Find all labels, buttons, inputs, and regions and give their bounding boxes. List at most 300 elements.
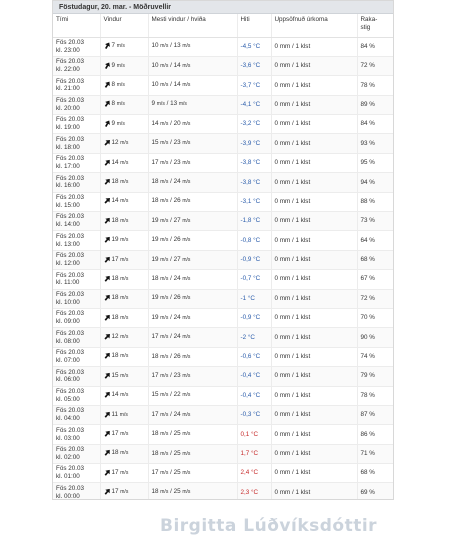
gust-value: 13 [170, 100, 178, 108]
time-cell [53, 347, 100, 366]
wind-arrow-icon [104, 178, 112, 185]
wind-arrow-icon [104, 139, 112, 146]
humidity-cell: 93 % [357, 134, 393, 153]
humidity-cell: 78 % [357, 386, 393, 405]
date-text: Fös 20.03 [56, 155, 85, 163]
wind-cell [100, 483, 148, 500]
table-row [53, 289, 393, 308]
gust-value: 26 [173, 294, 181, 302]
table-row [53, 328, 393, 347]
wind-speed: 18 [111, 449, 119, 457]
precip-cell: 0 mm / 1 klst [271, 425, 357, 444]
wind-speed: 12 [111, 139, 119, 147]
table-row [53, 95, 393, 114]
gust-unit: m/s [182, 431, 191, 438]
wind-speed: 14 [111, 158, 119, 166]
time-cell [53, 56, 100, 75]
wind-unit: m/s [120, 489, 129, 496]
time-cell [53, 405, 100, 424]
mean-wind: 17 [151, 333, 159, 341]
time-cell [53, 37, 100, 56]
gust-unit: m/s [182, 82, 191, 89]
humidity-cell: 84 % [357, 37, 393, 56]
table-row [53, 386, 393, 405]
table-row [53, 367, 393, 386]
humidity-header-line2: stig [360, 23, 371, 31]
wind-unit: m/s [116, 62, 125, 69]
temperature-cell: -0,4 °C [237, 386, 271, 405]
wind-arrow-icon [104, 294, 112, 301]
temperature-cell: -0,7 °C [237, 270, 271, 289]
precip-cell: 0 mm / 1 klst [271, 153, 357, 172]
time-cell [53, 483, 100, 500]
temperature-cell: -3,6 °C [237, 56, 271, 75]
gust-value: 24 [173, 410, 181, 418]
precip-cell: 0 mm / 1 klst [271, 250, 357, 269]
wind-cell [100, 192, 148, 211]
wind-cell [100, 444, 148, 463]
gust-separator: / [170, 236, 172, 244]
humidity-cell: 71 % [357, 444, 393, 463]
wind-speed: 11 [111, 410, 119, 418]
precip-cell: 0 mm / 1 klst [271, 95, 357, 114]
humidity-cell: 84 % [357, 115, 393, 134]
gust-unit: m/s [182, 256, 191, 263]
humidity-cell: 88 % [357, 192, 393, 211]
mean-wind: 17 [151, 468, 159, 476]
wind-unit: m/s [120, 276, 129, 283]
temperature-cell: -3,8 °C [237, 173, 271, 192]
gust-unit: m/s [182, 353, 191, 360]
precip-cell: 0 mm / 1 klst [271, 405, 357, 424]
gust-unit: m/s [182, 372, 191, 379]
panel-title: Föstudagur, 20. mar. - Möðruvellir [53, 1, 393, 14]
humidity-cell: 68 % [357, 250, 393, 269]
time-cell [53, 95, 100, 114]
mean-wind-unit: m/s [156, 101, 165, 108]
table-row [53, 212, 393, 231]
gust-unit: m/s [182, 237, 191, 244]
wind-arrow-icon [104, 159, 112, 166]
wind-speed: 7 [111, 42, 116, 50]
time-cell [53, 173, 100, 192]
temperature-cell: -4,1 °C [237, 95, 271, 114]
date-text: Fös 20.03 [56, 368, 85, 376]
mean-wind-unit: m/s [160, 489, 169, 496]
gust-separator: / [170, 139, 172, 147]
temperature-cell: 0,1 °C [237, 425, 271, 444]
humidity-cell: 73 % [357, 212, 393, 231]
humidity-cell: 64 % [357, 231, 393, 250]
hour-text: kl. 10:00 [56, 298, 80, 306]
gust-cell [148, 308, 237, 327]
gust-unit: m/s [182, 217, 191, 224]
wind-cell [100, 270, 148, 289]
gust-value: 27 [173, 255, 181, 263]
wind-unit: m/s [120, 237, 129, 244]
temperature-cell: -1,8 °C [237, 212, 271, 231]
gust-value: 13 [173, 42, 181, 50]
temperature-cell: -3,9 °C [237, 134, 271, 153]
mean-wind-unit: m/s [160, 450, 169, 457]
temperature-cell: 1,7 °C [237, 444, 271, 463]
wind-cell [100, 250, 148, 269]
date-text: Fös 20.03 [56, 38, 85, 46]
gust-cell [148, 37, 237, 56]
wind-cell [100, 347, 148, 366]
table-row [53, 308, 393, 327]
gust-cell [148, 405, 237, 424]
time-cell [53, 212, 100, 231]
gust-cell [148, 76, 237, 95]
wind-unit: m/s [120, 469, 129, 476]
wind-cell [100, 464, 148, 483]
hour-text: kl. 15:00 [56, 201, 80, 209]
precip-cell: 0 mm / 1 klst [271, 308, 357, 327]
date-text: Fös 20.03 [56, 465, 85, 473]
column-header-precip[interactable]: Uppsöfnuð úrkoma [271, 14, 357, 37]
mean-wind: 15 [151, 391, 159, 399]
gust-value: 14 [173, 61, 181, 69]
wind-arrow-icon [104, 488, 112, 495]
date-text: Fös 20.03 [56, 329, 85, 337]
hour-text: kl. 22:00 [56, 66, 80, 74]
gust-unit: m/s [182, 120, 191, 127]
date-text: Fös 20.03 [56, 310, 85, 318]
wind-speed: 18 [111, 275, 119, 283]
wind-arrow-icon [104, 81, 112, 88]
wind-arrow-icon [104, 372, 112, 379]
gust-unit: m/s [182, 489, 191, 496]
gust-separator: / [170, 333, 172, 341]
precip-cell: 0 mm / 1 klst [271, 328, 357, 347]
wind-arrow-icon [104, 469, 112, 476]
table-row [53, 153, 393, 172]
date-text: Fös 20.03 [56, 484, 85, 492]
gust-separator: / [170, 274, 172, 282]
mean-wind-unit: m/s [160, 392, 169, 399]
gust-separator: / [170, 410, 172, 418]
gust-separator: / [170, 158, 172, 166]
date-text: Fös 20.03 [56, 387, 85, 395]
date-text: Fös 20.03 [56, 232, 85, 240]
wind-unit: m/s [120, 217, 129, 224]
mean-wind: 19 [151, 216, 159, 224]
mean-wind-unit: m/s [160, 237, 169, 244]
wind-cell [100, 115, 148, 134]
date-text: Fös 20.03 [56, 135, 85, 143]
gust-separator: / [170, 42, 172, 50]
wind-speed: 18 [111, 313, 119, 321]
gust-separator: / [170, 81, 172, 89]
wind-cell [100, 56, 148, 75]
gust-unit: m/s [182, 275, 191, 282]
wind-speed: 18 [111, 294, 119, 302]
wind-speed: 18 [111, 216, 119, 224]
wind-unit: m/s [120, 295, 129, 302]
mean-wind-unit: m/s [160, 82, 169, 89]
mean-wind: 18 [151, 449, 159, 457]
mean-wind-unit: m/s [160, 43, 169, 50]
time-cell [53, 328, 100, 347]
gust-value: 24 [173, 333, 181, 341]
mean-wind: 19 [151, 255, 159, 263]
precip-cell: 0 mm / 1 klst [271, 444, 357, 463]
mean-wind-unit: m/s [160, 334, 169, 341]
date-text: Fös 20.03 [56, 213, 85, 221]
date-text: Fös 20.03 [56, 290, 85, 298]
wind-arrow-icon [104, 198, 112, 205]
time-cell [53, 444, 100, 463]
wind-arrow-icon [104, 62, 112, 69]
column-header-humidity[interactable] [357, 14, 393, 37]
gust-cell [148, 56, 237, 75]
mean-wind: 10 [151, 61, 159, 69]
wind-arrow-icon [104, 333, 112, 340]
humidity-cell: 79 % [357, 367, 393, 386]
gust-unit: m/s [182, 198, 191, 205]
wind-unit: m/s [119, 411, 128, 418]
date-text: Fös 20.03 [56, 116, 85, 124]
humidity-cell: 72 % [357, 56, 393, 75]
wind-arrow-icon [104, 256, 112, 263]
mean-wind-unit: m/s [160, 469, 169, 476]
wind-unit: m/s [116, 82, 125, 89]
mean-wind-unit: m/s [160, 295, 169, 302]
gust-cell [148, 231, 237, 250]
mean-wind-unit: m/s [160, 140, 169, 147]
table-row [53, 192, 393, 211]
precip-cell: 0 mm / 1 klst [271, 289, 357, 308]
wind-unit: m/s [116, 43, 125, 50]
mean-wind-unit: m/s [160, 353, 169, 360]
mean-wind-unit: m/s [160, 411, 169, 418]
wind-arrow-icon [104, 236, 112, 243]
wind-unit: m/s [116, 120, 125, 127]
gust-separator: / [170, 449, 172, 457]
gust-separator: / [166, 100, 169, 108]
gust-value: 25 [173, 468, 181, 476]
gust-unit: m/s [182, 392, 191, 399]
table-row [53, 347, 393, 366]
wind-cell [100, 37, 148, 56]
table-row [53, 134, 393, 153]
gust-separator: / [170, 197, 172, 205]
gust-value: 23 [173, 371, 181, 379]
wind-cell [100, 328, 148, 347]
time-cell [53, 76, 100, 95]
mean-wind: 10 [151, 42, 159, 50]
gust-unit: m/s [182, 469, 191, 476]
column-header-gust[interactable]: Mesti vindur / hviða [148, 14, 237, 37]
precip-cell: 0 mm / 1 klst [271, 115, 357, 134]
wind-cell [100, 425, 148, 444]
gust-separator: / [170, 430, 172, 438]
time-cell [53, 231, 100, 250]
mean-wind: 14 [151, 119, 159, 127]
wind-cell [100, 405, 148, 424]
gust-unit: m/s [182, 334, 191, 341]
time-cell [53, 192, 100, 211]
time-cell [53, 289, 100, 308]
wind-unit: m/s [120, 353, 129, 360]
wind-speed: 9 [111, 61, 116, 69]
hour-text: kl. 06:00 [56, 376, 80, 384]
column-header-wind[interactable]: Vindur [100, 14, 148, 37]
gust-cell [148, 289, 237, 308]
mean-wind: 15 [151, 139, 159, 147]
wind-speed: 14 [111, 197, 119, 205]
wind-unit: m/s [120, 392, 129, 399]
humidity-cell: 94 % [357, 173, 393, 192]
table-row [53, 56, 393, 75]
wind-cell [100, 76, 148, 95]
table-header-row [53, 14, 393, 37]
gust-value: 26 [173, 352, 181, 360]
temperature-cell: -3,2 °C [237, 115, 271, 134]
wind-unit: m/s [120, 314, 129, 321]
wind-unit: m/s [120, 140, 129, 147]
gust-unit: m/s [182, 43, 191, 50]
wind-unit: m/s [116, 101, 125, 108]
temperature-cell: -4,5 °C [237, 37, 271, 56]
humidity-cell: 74 % [357, 347, 393, 366]
column-header-temp[interactable]: Hiti [237, 14, 271, 37]
temperature-cell: -3,7 °C [237, 76, 271, 95]
table-row [53, 231, 393, 250]
gust-value: 14 [173, 81, 181, 89]
wind-unit: m/s [120, 334, 129, 341]
gust-separator: / [170, 488, 172, 496]
observation-table [53, 14, 393, 500]
precip-cell: 0 mm / 1 klst [271, 37, 357, 56]
table-row [53, 115, 393, 134]
date-text: Fös 20.03 [56, 407, 85, 415]
hour-text: kl. 02:00 [56, 453, 80, 461]
gust-separator: / [170, 352, 172, 360]
table-row [53, 464, 393, 483]
time-cell [53, 134, 100, 153]
hour-text: kl. 18:00 [56, 143, 80, 151]
gust-cell [148, 134, 237, 153]
mean-wind: 18 [151, 274, 159, 282]
time-cell [53, 153, 100, 172]
gust-separator: / [170, 178, 172, 186]
humidity-cell: 87 % [357, 405, 393, 424]
gust-separator: / [170, 61, 172, 69]
gust-unit: m/s [178, 101, 187, 108]
date-text: Fös 20.03 [56, 349, 85, 357]
mean-wind-unit: m/s [160, 198, 169, 205]
gust-cell [148, 444, 237, 463]
wind-cell [100, 308, 148, 327]
precip-cell: 0 mm / 1 klst [271, 483, 357, 500]
mean-wind: 19 [151, 294, 159, 302]
time-cell [53, 308, 100, 327]
wind-speed: 14 [111, 391, 119, 399]
wind-speed: 18 [111, 352, 119, 360]
gust-cell [148, 347, 237, 366]
mean-wind-unit: m/s [160, 256, 169, 263]
mean-wind: 18 [151, 488, 159, 496]
temperature-cell: -0,6 °C [237, 347, 271, 366]
precip-cell: 0 mm / 1 klst [271, 56, 357, 75]
time-cell [53, 367, 100, 386]
gust-separator: / [170, 294, 172, 302]
mean-wind: 19 [151, 313, 159, 321]
gust-cell [148, 95, 237, 114]
column-header-time[interactable]: Tími [53, 14, 100, 37]
gust-unit: m/s [182, 295, 191, 302]
mean-wind: 18 [151, 430, 159, 438]
hour-text: kl. 04:00 [56, 415, 80, 423]
date-text: Fös 20.03 [56, 446, 85, 454]
wind-cell [100, 134, 148, 153]
gust-cell [148, 153, 237, 172]
humidity-cell: 68 % [357, 464, 393, 483]
mean-wind: 9 [151, 100, 156, 108]
wind-arrow-icon [104, 120, 112, 127]
temperature-cell: -0,3 °C [237, 405, 271, 424]
gust-value: 23 [173, 139, 181, 147]
hour-text: kl. 03:00 [56, 434, 80, 442]
time-cell [53, 425, 100, 444]
gust-cell [148, 173, 237, 192]
mean-wind-unit: m/s [160, 275, 169, 282]
mean-wind: 10 [151, 81, 159, 89]
wind-arrow-icon [104, 430, 112, 437]
wind-speed: 9 [111, 119, 116, 127]
wind-speed: 15 [111, 372, 119, 380]
gust-value: 24 [173, 178, 181, 186]
hour-text: kl. 05:00 [56, 395, 80, 403]
gust-unit: m/s [182, 62, 191, 69]
gust-value: 25 [173, 488, 181, 496]
wind-speed: 17 [111, 255, 119, 263]
mean-wind-unit: m/s [160, 217, 169, 224]
temperature-cell: -1 °C [237, 289, 271, 308]
wind-arrow-icon [104, 411, 112, 418]
wind-cell [100, 212, 148, 231]
mean-wind-unit: m/s [160, 179, 169, 186]
date-text: Fös 20.03 [56, 271, 85, 279]
wind-speed: 17 [111, 430, 119, 438]
wind-speed: 18 [111, 178, 119, 186]
time-cell [53, 464, 100, 483]
date-text: Fös 20.03 [56, 58, 85, 66]
gust-unit: m/s [182, 314, 191, 321]
gust-value: 20 [173, 119, 181, 127]
humidity-header-line1: Raka- [360, 16, 378, 23]
precip-cell: 0 mm / 1 klst [271, 173, 357, 192]
time-cell [53, 250, 100, 269]
gust-cell [148, 250, 237, 269]
table-row [53, 444, 393, 463]
gust-value: 22 [173, 391, 181, 399]
gust-value: 23 [173, 158, 181, 166]
gust-separator: / [170, 313, 172, 321]
date-text: Fös 20.03 [56, 77, 85, 85]
precip-cell: 0 mm / 1 klst [271, 270, 357, 289]
gust-cell [148, 464, 237, 483]
wind-cell [100, 95, 148, 114]
temperature-cell: 2,4 °C [237, 464, 271, 483]
hour-text: kl. 19:00 [56, 124, 80, 132]
hour-text: kl. 20:00 [56, 104, 80, 112]
weather-observation-panel [52, 0, 394, 500]
gust-cell [148, 328, 237, 347]
date-text: Fös 20.03 [56, 194, 85, 202]
